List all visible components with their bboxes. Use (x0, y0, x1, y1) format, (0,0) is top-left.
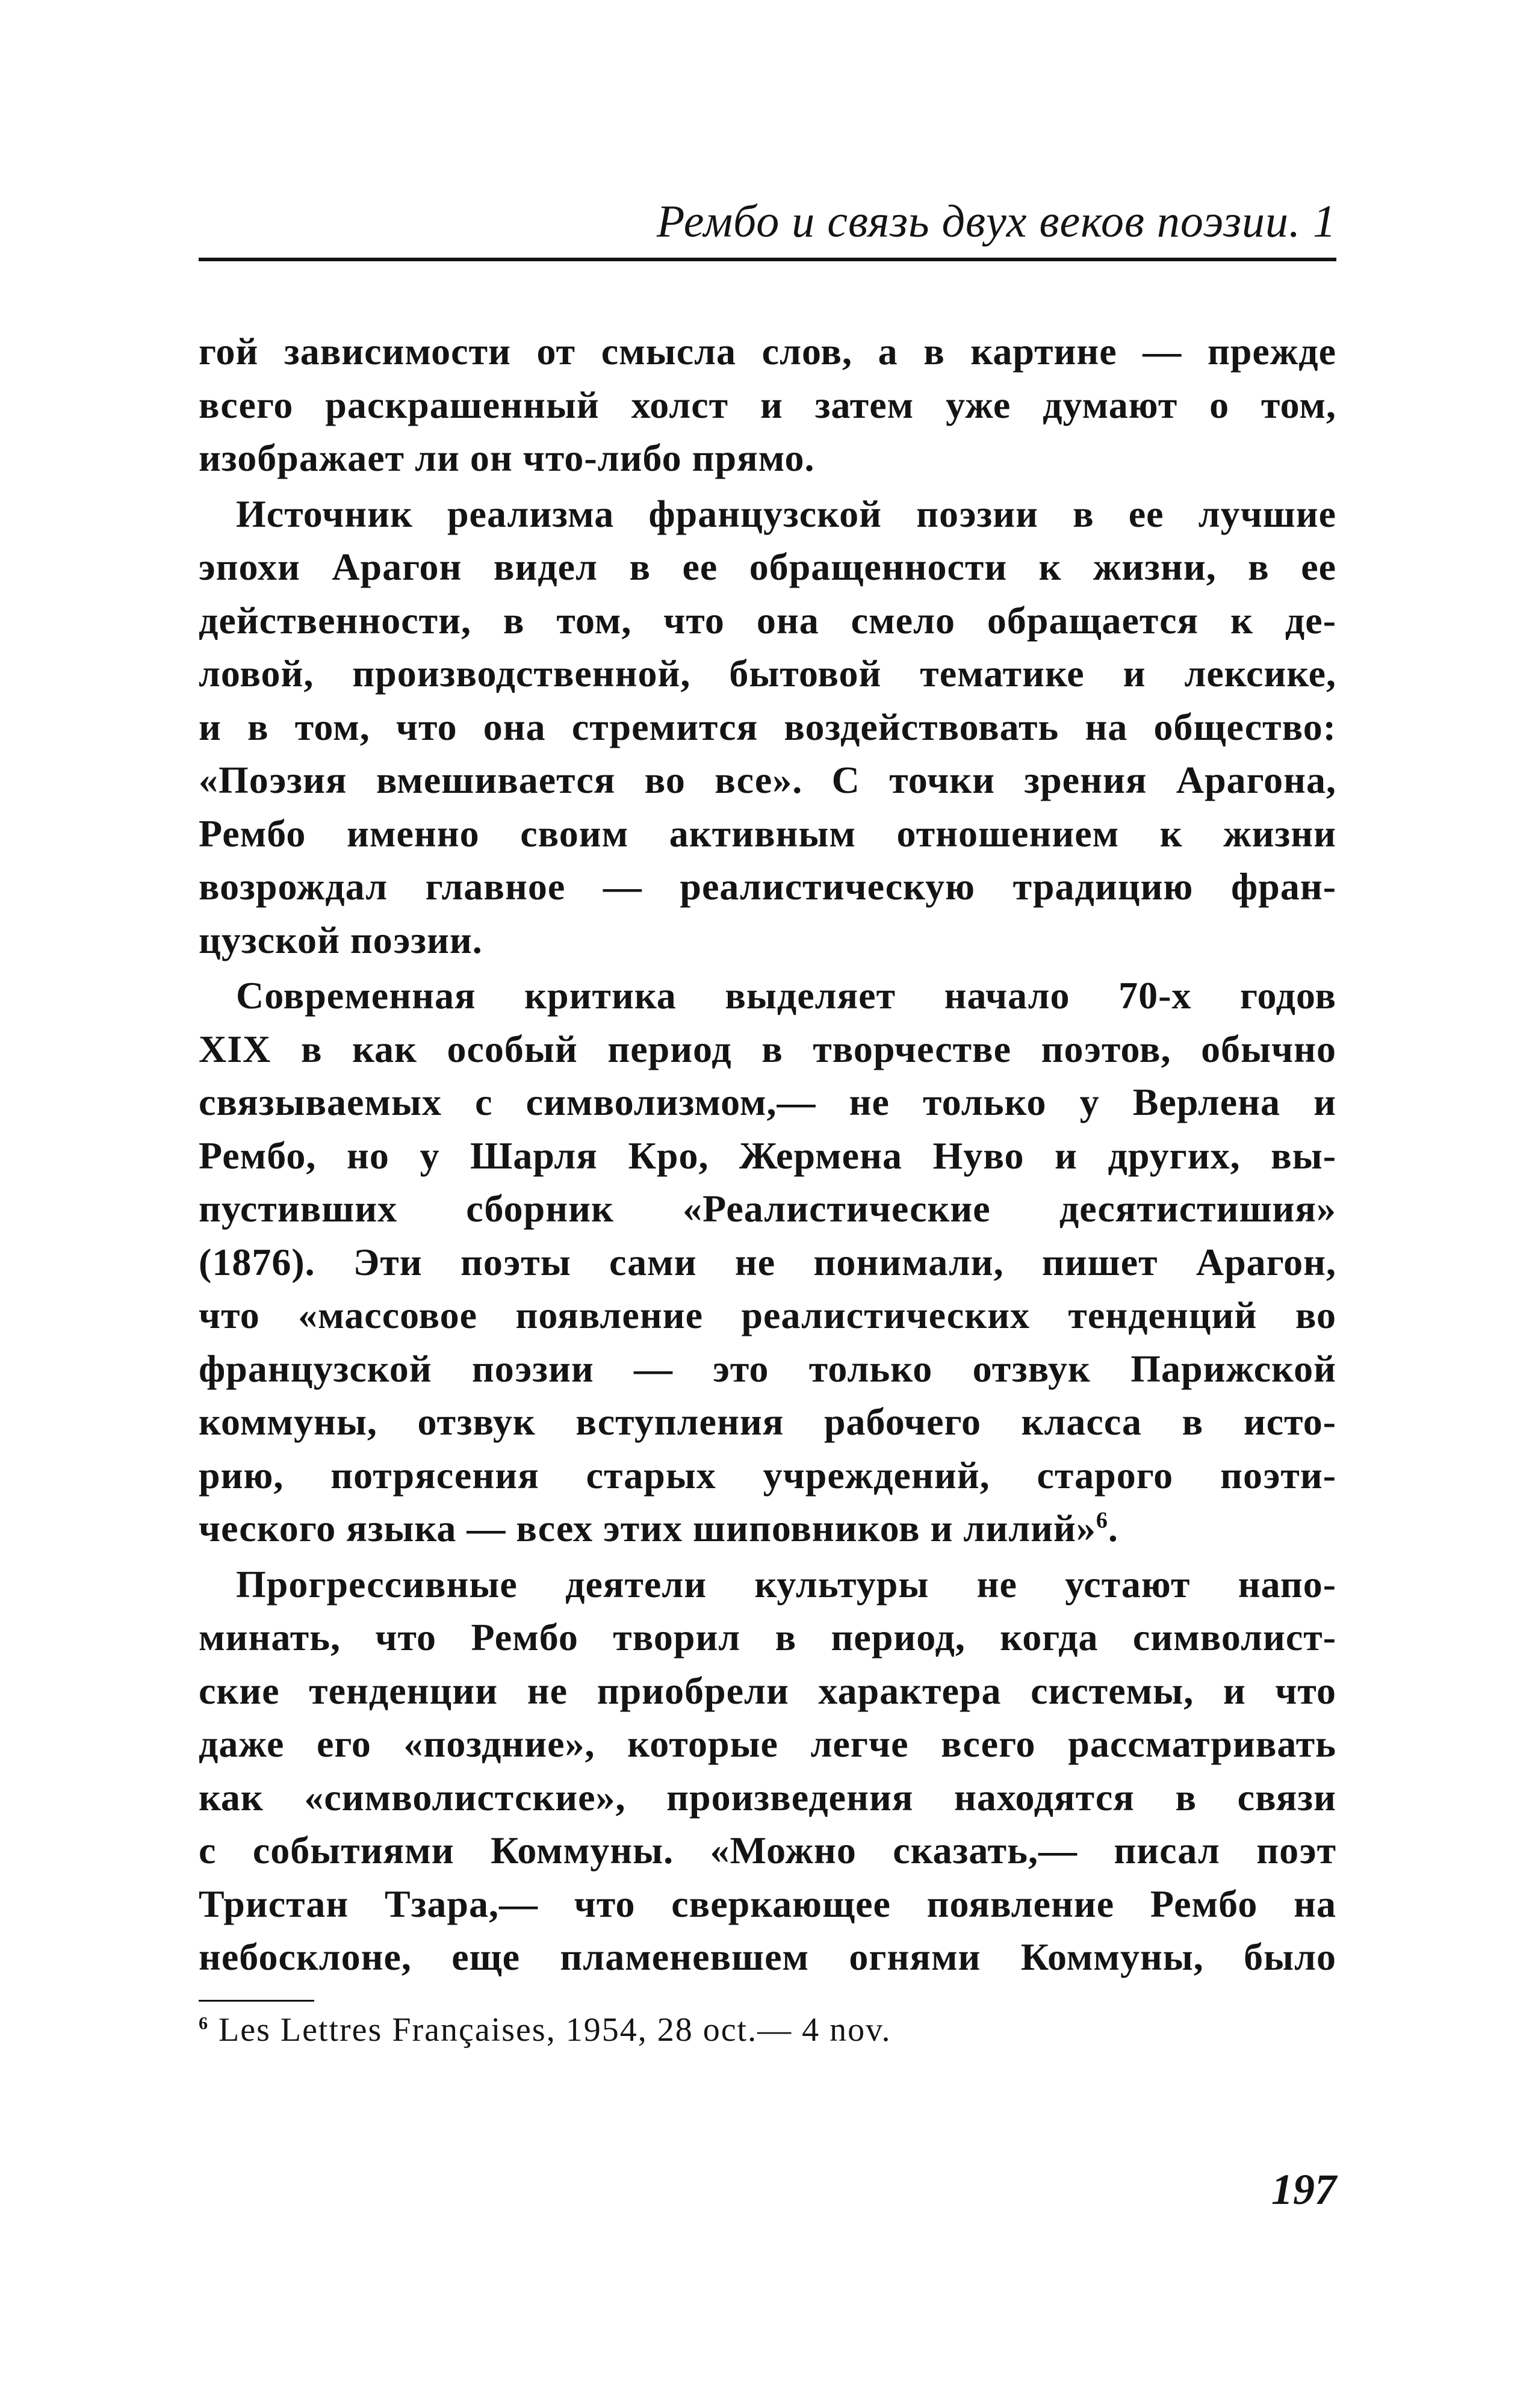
text-line: изображает ли он что-либо прямо. (199, 436, 815, 479)
page-number: 197 (1271, 2165, 1336, 2214)
text-line: минать, что Рембо творил в период, когда символист- (199, 1616, 1336, 1659)
text-line: даже его «поздние», которые легче всего рассматривать (199, 1722, 1336, 1765)
text-line: действенности, в том, что она смело обращается к де- (199, 598, 1336, 642)
text-line: ские тенденции не приобрели характера системы, и что (199, 1669, 1336, 1712)
text-line: Рембо, но у Шарля Кро, Жермена Нуво и других, вы- (199, 1134, 1336, 1177)
text-line: цузской поэзии. (199, 918, 483, 961)
text-line: возрождал главное — реалистическую традицию фран- (199, 865, 1336, 908)
body-text (199, 325, 1336, 1984)
text-line: коммуны, отзвук вступления рабочего класса в исто- (199, 1400, 1336, 1443)
footnote-marker: 6 (199, 2013, 209, 2034)
text-line: XIX в как особый период в творчестве поэтов, обычно (199, 1027, 1336, 1070)
text-line: и в том, что она стремится воздействовать на общество: (199, 705, 1336, 748)
text-line: как «символистские», произведения находятся в связи (199, 1775, 1336, 1819)
text-line: ловой, производственной, бытовой тематике и лексике, (199, 652, 1336, 695)
text-line-content: ческого языка — всех этих шиповников и лилий» (199, 1507, 1096, 1550)
text-line: с событиями Коммуны. «Можно сказать,— писал поэт (199, 1829, 1336, 1872)
text-line: связываемых с символизмом,— не только у Верлена и (199, 1081, 1336, 1123)
text-line: Прогрессивные деятели культуры не устают напо- (236, 1562, 1336, 1606)
footnote-text: Les Lettres Françaises, 1954, 28 oct.— 4 nov. (219, 2011, 892, 2049)
text-line: небосклоне, еще пламеневшем огнями Коммуны, было (199, 1935, 1336, 1978)
running-head: Рембо и связь двух веков поэзии. 1 (657, 196, 1336, 247)
text-line: французской поэзии — это только отзвук Парижской (199, 1347, 1336, 1390)
text-line: гой зависимости от смысла слов, а в картине — прежде (199, 330, 1336, 373)
text-line: рию, потрясения старых учреждений, старого поэти- (199, 1453, 1336, 1497)
text-line: всего раскрашенный холст и затем уже думают о том, (199, 383, 1336, 426)
footnote-reference: 6 (1096, 1507, 1108, 1533)
header-rule (199, 258, 1336, 261)
text-line: пустивших сборник «Реалистические десятистишия» (199, 1187, 1336, 1230)
text-line-with-footnote (199, 1502, 1336, 1556)
text-line: Источник реализма французской поэзии в ее лучшие (236, 492, 1336, 535)
text-line: эпохи Арагон видел в ее обращенности к жизни, в ее (199, 545, 1336, 588)
text-line: что «массовое появление реалистических тенденций во (199, 1294, 1336, 1336)
text-line: Современная критика выделяет начало 70-х годов (236, 974, 1336, 1017)
text-line: «Поэзия вмешивается во все». С точки зрения Арагона, (199, 759, 1336, 801)
footnote-rule (199, 2000, 314, 2002)
footnote (199, 2008, 1336, 2052)
text-line: Тристан Тзара,— что сверкающее появление Рембо на (199, 1882, 1336, 1925)
sentence-end: . (1108, 1507, 1118, 1550)
text-line: (1876). Эти поэты сами не понимали, пишет Арагон, (199, 1240, 1336, 1283)
text-line: Рембо именно своим активным отношением к жизни (199, 811, 1336, 855)
